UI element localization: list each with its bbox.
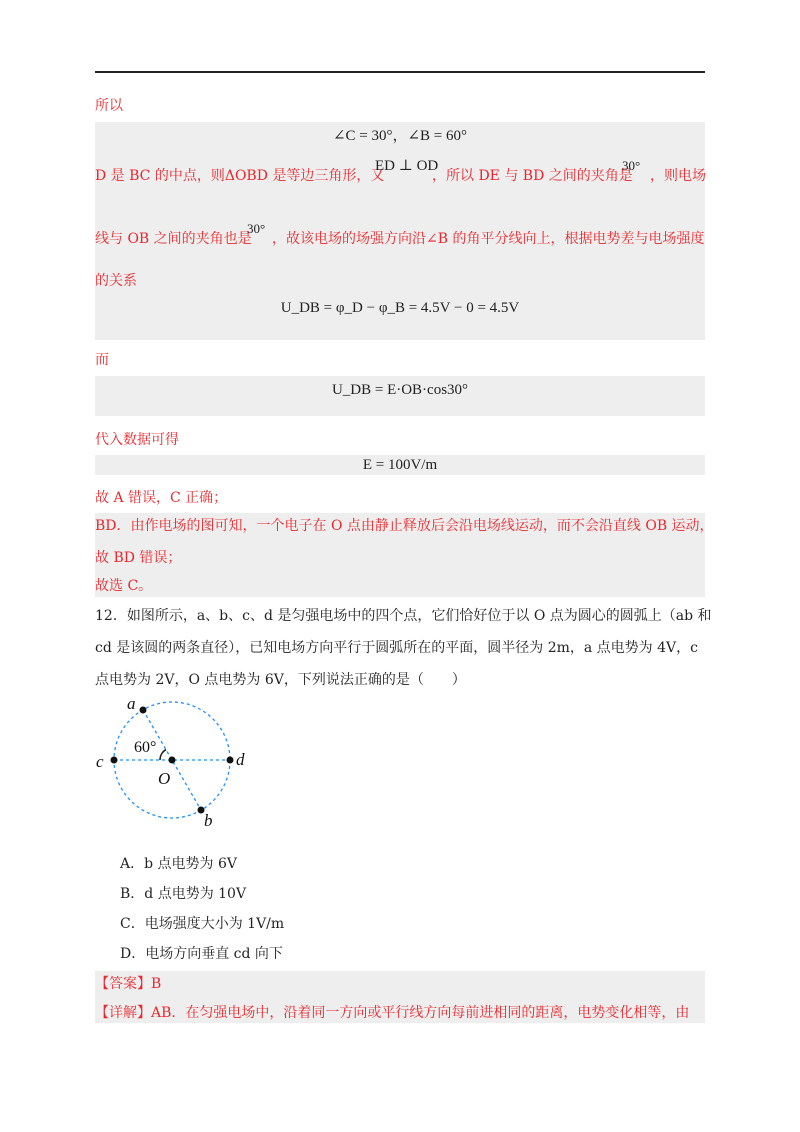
para1-line2-b: ，故该电场的场强方向沿∠B 的角平分线向上，根据电势差与电场强度 bbox=[272, 231, 705, 247]
option-c: C．电场强度大小为 1V/m bbox=[120, 916, 285, 932]
equation-e: E = 100V/m bbox=[362, 457, 438, 473]
label-c: c bbox=[96, 752, 104, 771]
ed-perp-od: ED ⊥ OD bbox=[375, 158, 439, 174]
equation-udb-2: U_DB = E·OB·cos30° bbox=[331, 382, 469, 398]
bd-line-1: BD．由作电场的图可知，一个电子在 O 点由静止释放后会沿电场线运动，而不会沿直线 OB 运动， bbox=[95, 518, 714, 534]
question-line-3: 点电势为 2V，O 点电势为 6V，下列说法正确的是（ ） bbox=[95, 672, 466, 688]
label-a: a bbox=[127, 694, 136, 713]
question-line-1: 12．如图所示，a、b、c、d 是匀强电场中的四个点，它们恰好位于以 O 点为圆心的圆弧上（ab 和 bbox=[95, 608, 712, 624]
so-label: 所以 bbox=[95, 98, 123, 114]
label-b: b bbox=[204, 811, 213, 830]
para1-line1-c: ，则电场 bbox=[650, 168, 706, 184]
para1-line2-a: 线与 OB 之间的夹角也是 bbox=[95, 231, 252, 247]
angle-30-b: 30° bbox=[247, 221, 266, 236]
angle-arc bbox=[160, 750, 166, 760]
para1-line1-a: D 是 BC 的中点，则ΔOBD 是等边三角形，又 bbox=[95, 168, 385, 184]
label-angle: 60° bbox=[134, 739, 157, 756]
substitute-label: 代入数据可得 bbox=[95, 432, 179, 448]
point-o bbox=[169, 757, 176, 764]
choose-line: 故选 C。 bbox=[95, 578, 153, 594]
question-line-2: cd 是该圆的两条直径），已知电场方向平行于圆弧所在的平面，圆半径为 2m，a 点电势为 4V，c bbox=[95, 640, 698, 656]
answer-line: 【答案】B bbox=[95, 976, 162, 992]
equation-angles: ∠C = 30°，∠B = 60° bbox=[332, 128, 468, 144]
detail-line: 【详解】AB．在匀强电场中，沿着同一方向或平行线方向每前进相同的距离，电势变化相等，由 bbox=[95, 1005, 690, 1021]
option-d: D．电场方向垂直 cd 向下 bbox=[120, 946, 283, 962]
point-d bbox=[227, 757, 234, 764]
point-a bbox=[140, 707, 147, 714]
label-o: O bbox=[158, 769, 171, 788]
header-rule bbox=[95, 71, 705, 73]
para1-line3: 的关系 bbox=[95, 273, 137, 289]
para1-line1-b: ，所以 DE 与 BD 之间的夹角是 bbox=[432, 168, 633, 184]
label-d: d bbox=[236, 750, 245, 769]
equation-udb: U_DB = φ_D − φ_B = 4.5V − 0 = 4.5V bbox=[280, 300, 520, 316]
angle-30-a: 30° bbox=[622, 158, 641, 173]
conclusion-1: 故 A 错误，C 正确； bbox=[95, 490, 228, 506]
option-b: B．d 点电势为 10V bbox=[120, 886, 247, 902]
point-c bbox=[111, 757, 118, 764]
bd-line-2: 故 BD 错误； bbox=[95, 550, 182, 566]
circle-figure bbox=[90, 690, 270, 830]
option-a: A．b 点电势为 6V bbox=[120, 856, 237, 872]
and-label: 而 bbox=[95, 352, 109, 368]
